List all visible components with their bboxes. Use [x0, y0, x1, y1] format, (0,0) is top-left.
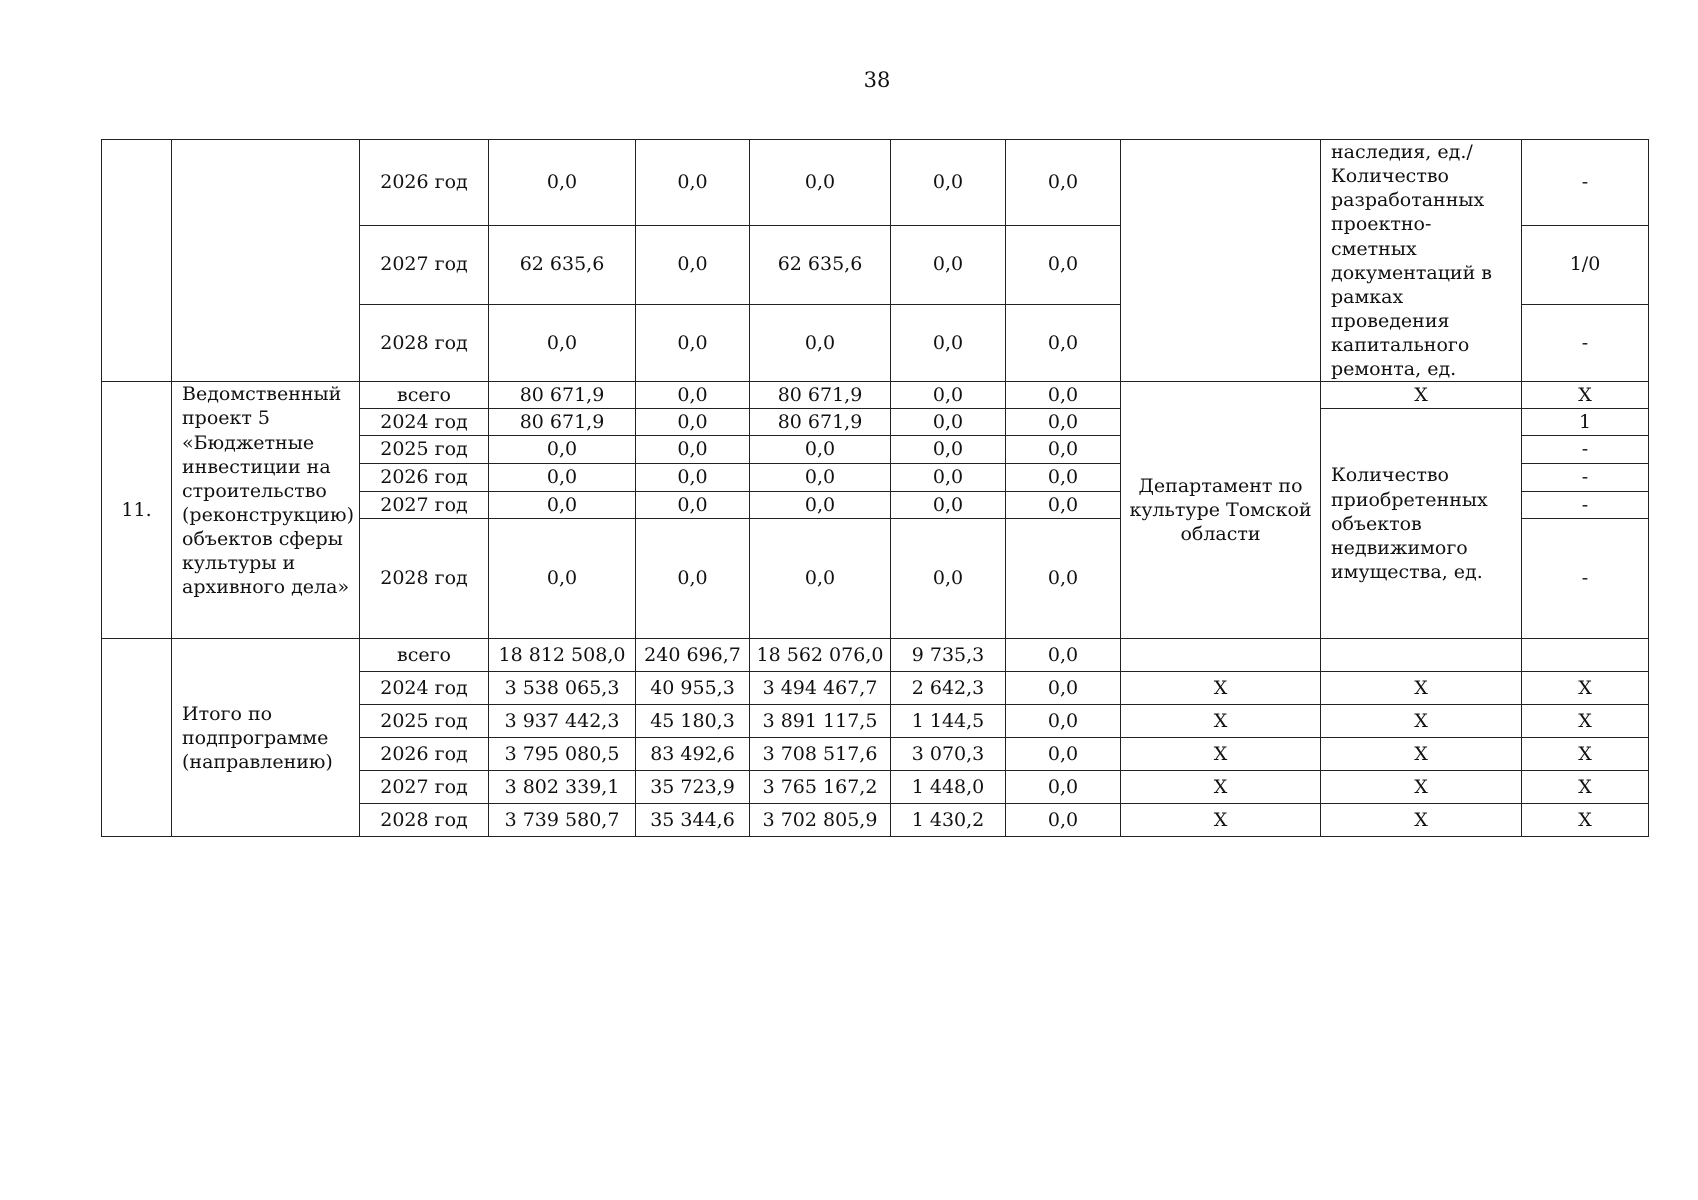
value-cell: 3 891 117,5	[750, 705, 891, 738]
value-cell: 3 765 167,2	[750, 771, 891, 804]
indicator-value-cell: -	[1522, 436, 1649, 464]
value-cell: 0,0	[750, 304, 891, 382]
event-name-cell: Ведомственный проект 5 «Бюджетные инвестиции на строительство (реконструкцию) объектов сферы культуры и архивного дела»	[172, 382, 360, 639]
year-cell: 2026 год	[360, 140, 489, 226]
row-number-cell	[102, 639, 172, 837]
indicator-value-cell	[1522, 639, 1649, 672]
value-cell: 0,0	[891, 519, 1006, 639]
indicator-value-cell: Х	[1522, 804, 1649, 837]
indicator-value-cell: -	[1522, 492, 1649, 519]
value-cell: 0,0	[489, 492, 636, 519]
value-cell: 1 430,2	[891, 804, 1006, 837]
value-cell: 80 671,9	[750, 409, 891, 436]
value-cell: 9 735,3	[891, 639, 1006, 672]
executor-cell	[1121, 140, 1321, 382]
budget-table	[101, 139, 1649, 837]
value-cell: 1 448,0	[891, 771, 1006, 804]
executor-cell: Х	[1121, 771, 1321, 804]
table-row	[102, 140, 1649, 226]
year-cell: 2026 год	[360, 464, 489, 492]
value-cell: 0,0	[1006, 140, 1121, 226]
indicator-value-cell: -	[1522, 304, 1649, 382]
value-cell: 3 538 065,3	[489, 672, 636, 705]
year-cell: 2024 год	[360, 409, 489, 436]
indicator-value-cell: -	[1522, 140, 1649, 226]
row-number-cell	[102, 140, 172, 382]
value-cell: 80 671,9	[489, 382, 636, 409]
value-cell: 0,0	[636, 409, 750, 436]
indicator-value-cell: -	[1522, 519, 1649, 639]
value-cell: 0,0	[1006, 464, 1121, 492]
value-cell: 83 492,6	[636, 738, 750, 771]
value-cell: 0,0	[489, 140, 636, 226]
table-row	[102, 382, 1649, 409]
value-cell: 40 955,3	[636, 672, 750, 705]
executor-cell: Х	[1121, 705, 1321, 738]
value-cell: 0,0	[1006, 409, 1121, 436]
value-cell: 80 671,9	[489, 409, 636, 436]
value-cell: 0,0	[891, 492, 1006, 519]
event-name-cell	[172, 140, 360, 382]
value-cell: 62 635,6	[750, 225, 891, 304]
indicator-value-cell: Х	[1522, 705, 1649, 738]
indicator-name-cell: Х	[1321, 771, 1522, 804]
value-cell: 0,0	[1006, 804, 1121, 837]
indicator-name-cell: наследия, ед./ Количество разработанных проектно-сметных документаций в рамках проведения капитального ремонта, ед.	[1321, 140, 1522, 382]
executor-cell: Х	[1121, 738, 1321, 771]
value-cell: 3 070,3	[891, 738, 1006, 771]
indicator-name-cell: Х	[1321, 738, 1522, 771]
table-row	[102, 639, 1649, 672]
value-cell: 0,0	[636, 492, 750, 519]
year-cell: 2028 год	[360, 304, 489, 382]
indicator-name-cell: Х	[1321, 804, 1522, 837]
executor-cell: Х	[1121, 804, 1321, 837]
value-cell: 80 671,9	[750, 382, 891, 409]
value-cell: 45 180,3	[636, 705, 750, 738]
value-cell: 0,0	[636, 436, 750, 464]
year-cell: 2027 год	[360, 225, 489, 304]
indicator-value-cell: Х	[1522, 382, 1649, 409]
value-cell: 3 708 517,6	[750, 738, 891, 771]
year-cell: 2028 год	[360, 519, 489, 639]
value-cell: 0,0	[1006, 304, 1121, 382]
year-cell: 2027 год	[360, 492, 489, 519]
value-cell: 0,0	[636, 519, 750, 639]
value-cell: 18 812 508,0	[489, 639, 636, 672]
indicator-name-cell	[1321, 639, 1522, 672]
value-cell: 0,0	[636, 225, 750, 304]
indicator-name-cell: Х	[1321, 382, 1522, 409]
value-cell: 0,0	[636, 304, 750, 382]
value-cell: 0,0	[750, 140, 891, 226]
value-cell: 0,0	[1006, 225, 1121, 304]
value-cell: 0,0	[750, 436, 891, 464]
value-cell: 3 802 339,1	[489, 771, 636, 804]
executor-cell: Х	[1121, 672, 1321, 705]
year-cell: всего	[360, 382, 489, 409]
indicator-name-cell: Х	[1321, 672, 1522, 705]
value-cell: 35 723,9	[636, 771, 750, 804]
year-cell: 2028 год	[360, 804, 489, 837]
year-cell: 2025 год	[360, 436, 489, 464]
executor-cell: Департамент по культуре Томской области	[1121, 382, 1321, 639]
total-label-cell: Итого по подпрограмме (направлению)	[172, 639, 360, 837]
value-cell: 0,0	[750, 519, 891, 639]
value-cell: 0,0	[489, 304, 636, 382]
value-cell: 0,0	[891, 382, 1006, 409]
value-cell: 0,0	[636, 464, 750, 492]
value-cell: 0,0	[1006, 492, 1121, 519]
indicator-value-cell: 1/0	[1522, 225, 1649, 304]
value-cell: 0,0	[489, 519, 636, 639]
value-cell: 0,0	[1006, 738, 1121, 771]
value-cell: 3 795 080,5	[489, 738, 636, 771]
value-cell: 0,0	[1006, 771, 1121, 804]
value-cell: 62 635,6	[489, 225, 636, 304]
value-cell: 0,0	[891, 464, 1006, 492]
value-cell: 0,0	[891, 409, 1006, 436]
value-cell: 0,0	[891, 436, 1006, 464]
value-cell: 0,0	[1006, 436, 1121, 464]
year-cell: всего	[360, 639, 489, 672]
value-cell: 0,0	[489, 464, 636, 492]
year-cell: 2027 год	[360, 771, 489, 804]
indicator-value-cell: Х	[1522, 771, 1649, 804]
value-cell: 0,0	[1006, 519, 1121, 639]
value-cell: 0,0	[750, 464, 891, 492]
value-cell: 2 642,3	[891, 672, 1006, 705]
indicator-value-cell: Х	[1522, 738, 1649, 771]
value-cell: 3 494 467,7	[750, 672, 891, 705]
value-cell: 0,0	[1006, 382, 1121, 409]
value-cell: 18 562 076,0	[750, 639, 891, 672]
indicator-value-cell: -	[1522, 464, 1649, 492]
year-cell: 2026 год	[360, 738, 489, 771]
indicator-name-cell: Количество приобретенных объектов недвижимого имущества, ед.	[1321, 409, 1522, 639]
value-cell: 0,0	[636, 382, 750, 409]
value-cell: 3 702 805,9	[750, 804, 891, 837]
indicator-value-cell: Х	[1522, 672, 1649, 705]
year-cell: 2024 год	[360, 672, 489, 705]
value-cell: 1 144,5	[891, 705, 1006, 738]
value-cell: 3 739 580,7	[489, 804, 636, 837]
value-cell: 0,0	[636, 140, 750, 226]
row-number-cell: 11.	[102, 382, 172, 639]
value-cell: 35 344,6	[636, 804, 750, 837]
indicator-value-cell: 1	[1522, 409, 1649, 436]
value-cell: 3 937 442,3	[489, 705, 636, 738]
value-cell: 240 696,7	[636, 639, 750, 672]
value-cell: 0,0	[891, 225, 1006, 304]
year-cell: 2025 год	[360, 705, 489, 738]
value-cell: 0,0	[891, 140, 1006, 226]
value-cell: 0,0	[1006, 672, 1121, 705]
page-number: 38	[863, 68, 891, 92]
value-cell: 0,0	[891, 304, 1006, 382]
value-cell: 0,0	[1006, 639, 1121, 672]
indicator-name-cell: Х	[1321, 705, 1522, 738]
executor-cell	[1121, 639, 1321, 672]
value-cell: 0,0	[489, 436, 636, 464]
value-cell: 0,0	[1006, 705, 1121, 738]
value-cell: 0,0	[750, 492, 891, 519]
